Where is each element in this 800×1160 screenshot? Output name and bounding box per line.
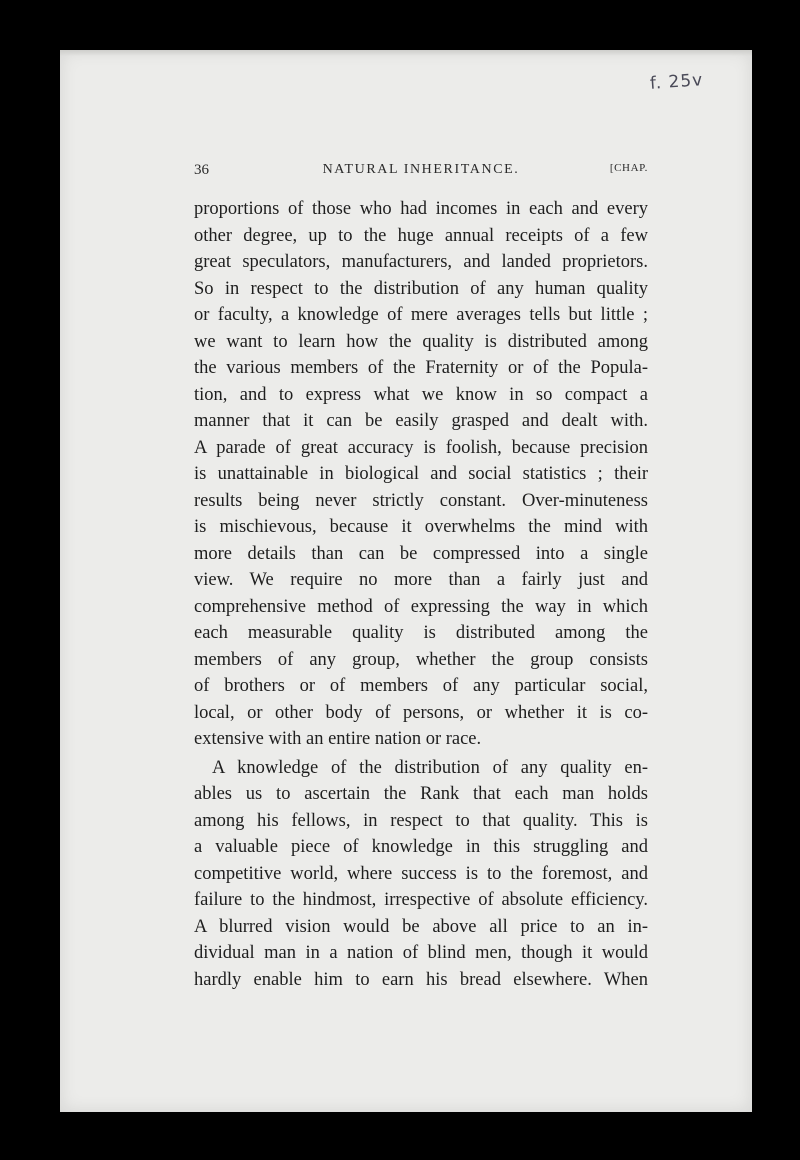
text-line: hardly enable him to earn his bread elsewhere. When bbox=[194, 969, 648, 990]
text-line: is unattainable in biological and social statistics ; their bbox=[194, 464, 648, 484]
text-line: among his fellows, in respect to that quality. This is bbox=[194, 810, 648, 831]
text-line: view. We require no more than a fairly just and bbox=[194, 570, 648, 590]
text-line: each measurable quality is distributed among the bbox=[194, 623, 648, 643]
text-line: A knowledge of the distribution of any quality en- bbox=[212, 757, 648, 778]
text-line: a valuable piece of knowledge in this struggling and bbox=[194, 837, 648, 857]
text-line: local, or other body of persons, or whether it is co- bbox=[194, 702, 648, 723]
text-line: proportions of those who had incomes in each and every bbox=[194, 199, 648, 219]
text-line: competitive world, where success is to the foremost, and bbox=[194, 863, 648, 884]
text-line: of brothers or of members of any particular social, bbox=[194, 676, 648, 696]
text-line: the various members of the Fraternity or of the Popula- bbox=[194, 358, 648, 378]
text-line: manner that it can be easily grasped and dealt with. bbox=[194, 411, 648, 431]
text-line: more details than can be compressed into a single bbox=[194, 543, 648, 564]
folio-annotation: f. 25v bbox=[649, 70, 704, 94]
book-page bbox=[60, 50, 752, 1112]
running-title: NATURAL INHERITANCE. bbox=[322, 162, 520, 177]
text-line: A blurred vision would be above all price to an in- bbox=[194, 916, 648, 937]
text-line: or faculty, a knowledge of mere averages tells but little ; bbox=[194, 305, 648, 325]
text-line: members of any group, whether the group consists bbox=[194, 649, 648, 670]
running-head bbox=[194, 162, 648, 186]
text-line: great speculators, manufacturers, and landed proprietors. bbox=[194, 252, 648, 272]
text-line: we want to learn how the quality is distributed among bbox=[194, 331, 648, 352]
text-line: is mischievous, because it overwhelms the mind with bbox=[194, 517, 648, 537]
chapter-mark: [CHAP. bbox=[609, 162, 648, 174]
page-number: 36 bbox=[194, 162, 209, 178]
body-text bbox=[194, 196, 648, 993]
text-line: other degree, up to the huge annual receipts of a few bbox=[194, 225, 648, 246]
paragraph bbox=[194, 196, 648, 753]
text-line: dividual man in a nation of blind men, though it would bbox=[194, 943, 648, 963]
text-line: tion, and to express what we know in so compact a bbox=[194, 384, 648, 405]
text-line: results being never strictly constant. Over-minuteness bbox=[194, 490, 648, 511]
text-line: comprehensive method of expressing the way in which bbox=[194, 596, 648, 617]
text-line: extensive with an entire nation or race. bbox=[194, 729, 482, 749]
text-line: failure to the hindmost, irrespective of absolute efficiency. bbox=[194, 890, 648, 910]
text-line: ables us to ascertain the Rank that each man holds bbox=[194, 784, 648, 804]
text-line: A parade of great accuracy is foolish, because precision bbox=[194, 437, 648, 458]
text-line: So in respect to the distribution of any human quality bbox=[194, 278, 648, 299]
paragraph bbox=[194, 755, 648, 994]
